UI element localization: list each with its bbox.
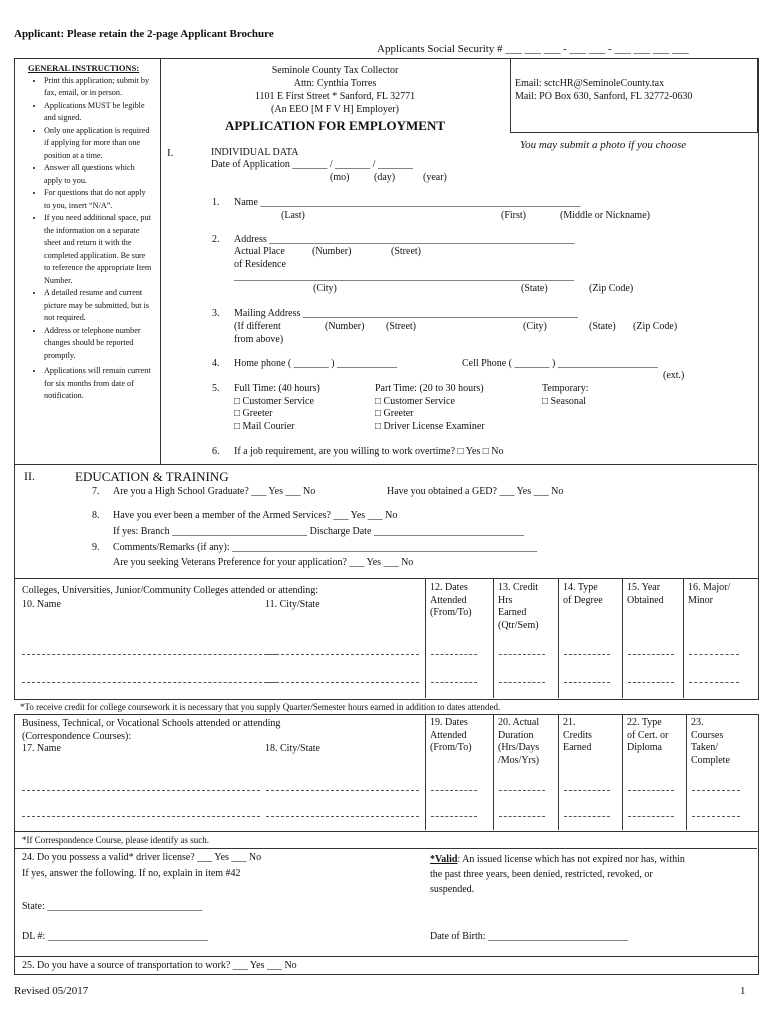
college-row-1-dates[interactable] <box>431 654 477 655</box>
full-time-greeter-checkbox[interactable]: □ Greeter <box>234 408 273 419</box>
mailing-address-field[interactable]: Mailing Address _______________________________________________________ <box>234 308 578 319</box>
business-row-1-dates[interactable] <box>431 790 477 791</box>
address-residence-label: of Residence <box>234 259 286 270</box>
q3-number: 3. <box>212 308 220 319</box>
business-row-2-courses[interactable] <box>692 816 740 817</box>
q5-number: 5. <box>212 383 220 394</box>
header-line: of Degree <box>563 594 603 606</box>
q1-number: 1. <box>212 197 220 208</box>
instruction-item: • Only one application is required if applying for more than one position at a time. <box>44 125 153 163</box>
date-year-label: (year) <box>423 172 447 183</box>
college-row-2-city[interactable] <box>266 682 419 683</box>
retain-note: Applicant: Please retain the 2-page Applicant Brochure <box>14 28 274 40</box>
mailing-if-label: (If different <box>234 321 281 332</box>
mailing-zip-label: (Zip Code) <box>633 321 678 332</box>
overtime-question[interactable]: If a job requirement, are you willing to work overtime? □ Yes □ No <box>234 446 504 457</box>
header-line: (From/To) <box>430 607 472 618</box>
part-time-options <box>375 383 485 433</box>
valid-license-definition <box>430 852 685 897</box>
agency-block <box>160 64 510 132</box>
photo-note: You may submit a photo if you choose <box>520 139 687 151</box>
header-line: Minor <box>688 594 713 606</box>
business-credits-header <box>563 717 592 755</box>
instructions-title: GENERAL INSTRUCTIONS: <box>28 63 140 73</box>
part-time-driver-license-examiner-checkbox[interactable]: □ Driver License Examiner <box>375 420 485 432</box>
header-line: Hrs <box>498 594 513 606</box>
header-line: /Mos/Yrs) <box>498 754 540 766</box>
agency-line: 1101 E First Street * Sanford, FL 32771 <box>254 91 416 102</box>
college-row-2-name[interactable] <box>22 682 277 683</box>
instructions-list <box>28 75 153 403</box>
business-row-2-cert[interactable] <box>628 816 674 817</box>
contact-email: Email: sctcHR@SeminoleCounty.tax <box>515 78 665 89</box>
business-row-1-courses[interactable] <box>692 790 740 791</box>
college-row-1-credit[interactable] <box>499 654 545 655</box>
high-school-question[interactable]: Are you a High School Graduate? ___ Yes ___ No <box>113 486 316 497</box>
college-name-header: 10. Name <box>22 599 61 610</box>
section-one-numeral: I. <box>167 147 174 159</box>
college-row-2-credit[interactable] <box>499 682 545 683</box>
valid-definition-line: : An issued license which has not expired nor has, within <box>457 854 685 865</box>
revision-date: Revised 05/2017 <box>14 985 89 997</box>
mailing-city-label: (City) <box>523 321 547 332</box>
ged-question[interactable]: Have you obtained a GED? ___ Yes ___ No <box>387 486 564 497</box>
header-line: 19. Dates <box>430 717 468 728</box>
full-time-customer-service-checkbox[interactable]: □ Customer Service <box>234 395 314 407</box>
address-line-2[interactable]: ____________________________________________________________________ <box>234 271 574 282</box>
business-row-1-name[interactable] <box>22 790 260 791</box>
section-two-numeral: II. <box>24 469 35 483</box>
header-line: Earned <box>498 607 527 618</box>
q9-number: 9. <box>92 542 100 553</box>
comments-field[interactable]: Comments/Remarks (if any): _____________________________________________________________ <box>113 542 538 553</box>
date-of-birth-field[interactable]: Date of Birth: ____________________________ <box>430 931 629 942</box>
cell-phone-field[interactable]: Cell Phone ( _______ ) ____________________ <box>462 358 658 369</box>
business-row-1-credits[interactable] <box>564 790 610 791</box>
ext-label: (ext.) <box>663 370 685 381</box>
contact-mail: Mail: PO Box 630, Sanford, FL 32772-0630 <box>515 91 693 102</box>
header-line: 12. Dates <box>430 582 468 593</box>
part-time-greeter-checkbox[interactable]: □ Greeter <box>375 408 414 419</box>
valid-definition-line: the past three years, been denied, restricted, revoked, or <box>430 869 653 880</box>
armed-services-question[interactable]: Have you ever been a member of the Armed Services? ___ Yes ___ No <box>113 510 398 521</box>
college-row-2-degree[interactable] <box>564 682 610 683</box>
mailing-number-label: (Number) <box>325 321 365 332</box>
name-last-label: (Last) <box>281 210 305 221</box>
header-line: Obtained <box>627 594 664 606</box>
header-line: (Qtr/Sem) <box>498 619 539 631</box>
valid-term: *Valid <box>430 854 458 865</box>
page-title: APPLICATION FOR EMPLOYMENT <box>224 118 446 133</box>
temporary-label: Temporary: <box>542 383 589 394</box>
header-line: Courses <box>691 729 724 741</box>
q7-number: 7. <box>92 486 100 497</box>
q4-number: 4. <box>212 358 220 369</box>
contact-block <box>515 77 692 103</box>
college-credit-note: *To receive credit for college coursework it is necessary that you supply Quarter/Semester hours earned in addition to dates attended. <box>20 702 501 712</box>
business-row-2-credits[interactable] <box>564 816 610 817</box>
business-courses-header <box>691 717 730 767</box>
license-if-yes-note: If yes, answer the following. If no, explain in item #42 <box>22 868 241 879</box>
temporary-options <box>542 383 589 408</box>
temporary-seasonal-checkbox[interactable]: □ Seasonal <box>542 395 587 407</box>
business-intro-line: Business, Technical, or Vocational Schools attended or attending <box>22 718 281 729</box>
address-street-label: (Street) <box>391 246 421 257</box>
college-year-header <box>627 582 664 607</box>
name-field[interactable]: Name ________________________________________________________________ <box>234 197 581 208</box>
college-row-2-major[interactable] <box>689 682 739 683</box>
correspondence-note: *If Correspondence Course, please identify as such. <box>22 835 209 845</box>
q8-number: 8. <box>92 510 100 521</box>
business-row-2-city[interactable] <box>266 816 419 817</box>
mailing-from-label: from above) <box>234 334 284 345</box>
part-time-customer-service-checkbox[interactable]: □ Customer Service <box>375 395 455 407</box>
address-city-label: (City) <box>313 283 337 294</box>
business-city-header: 18. City/State <box>265 743 320 754</box>
business-row-1-city[interactable] <box>266 790 419 791</box>
header-line: 20. Actual <box>498 717 540 728</box>
instruction-item: • Applications MUST be legible and signed. <box>44 100 153 125</box>
business-name-header: 17. Name <box>22 743 61 754</box>
transportation-question[interactable]: 25. Do you have a source of transportation to work? ___ Yes ___ No <box>22 960 297 971</box>
header-line: Diploma <box>627 742 662 753</box>
date-mo-label: (mo) <box>330 172 350 183</box>
home-phone-field[interactable]: Home phone ( _______ ) ____________ <box>234 358 398 369</box>
address-number-label: (Number) <box>312 246 352 257</box>
instruction-item: • Address or telephone number changes should be reported promptly. <box>44 325 153 363</box>
header-line: Earned <box>563 742 592 753</box>
instruction-item: • Applications will remain current for six months from date of notification. <box>44 365 153 403</box>
instruction-item: • Print this application; submit by fax, email, or in person. <box>44 75 153 100</box>
college-intro: Colleges, Universities, Junior/Community Colleges attended or attending: <box>22 585 319 596</box>
college-row-2-year[interactable] <box>628 682 674 683</box>
header-line: 16. Major/ <box>688 582 731 593</box>
college-dates-header <box>430 582 472 620</box>
business-intro-line: (Correspondence Courses): <box>22 731 132 742</box>
instruction-item: • A detailed resume and current picture may be submitted, but is not required. <box>44 287 153 325</box>
business-row-2-dates[interactable] <box>431 816 477 817</box>
header-line: Complete <box>691 754 730 766</box>
q6-number: 6. <box>212 446 220 457</box>
instruction-item: • For questions that do not apply to you, insert “N/A”. <box>44 187 153 212</box>
contact-divider <box>510 58 511 132</box>
section-one-title: INDIVIDUAL DATA <box>211 147 299 158</box>
address-zip-label: (Zip Code) <box>589 283 634 294</box>
college-row-2-dates[interactable] <box>431 682 477 683</box>
address-state-label: (State) <box>521 283 548 294</box>
header-line: 23. <box>691 717 704 728</box>
general-instructions <box>28 62 153 403</box>
instruction-item: • If you need additional space, put the information on a separate sheet and return it with the completed application. Be sure to reference the appropriate Item Number. <box>44 212 153 287</box>
header-line: Attended <box>430 594 467 606</box>
header-line: 15. Year <box>627 582 661 593</box>
header-line: Attended <box>430 729 467 741</box>
header-line: 14. Type <box>563 582 598 593</box>
college-row-1-degree[interactable] <box>564 654 610 655</box>
agency-line: Attn: Cynthia Torres <box>293 78 377 89</box>
header-line: (Hrs/Days <box>498 742 540 753</box>
business-duration-header <box>498 717 539 767</box>
date-day-label: (day) <box>374 172 396 183</box>
college-degree-header <box>563 582 603 607</box>
driver-license-question[interactable]: 24. Do you possess a valid* driver license? ___ Yes ___ No <box>22 852 262 863</box>
business-row-2-duration[interactable] <box>499 816 545 817</box>
full-time-label: Full Time: (40 hours) <box>234 383 320 394</box>
college-major-header <box>688 582 730 607</box>
agency-line: Seminole County Tax Collector <box>271 65 399 76</box>
mailing-street-label: (Street) <box>386 321 416 332</box>
branch-discharge-field[interactable]: If yes: Branch ___________________________ Discharge Date ______________________________ <box>113 526 524 537</box>
header-line: (From/To) <box>430 742 472 753</box>
college-row-1-city[interactable] <box>266 654 419 655</box>
q2-number: 2. <box>212 234 220 245</box>
business-dates-header <box>430 717 472 755</box>
address-field[interactable]: Address _____________________________________________________________ <box>234 234 575 245</box>
license-state-field[interactable]: State: _______________________________ <box>22 901 203 912</box>
page-number: 1 <box>740 985 746 997</box>
college-city-header: 11. City/State <box>265 599 320 610</box>
full-time-options <box>234 383 320 433</box>
valid-definition-line: suspended. <box>430 884 475 895</box>
header-line: 13. Credit <box>498 582 538 593</box>
part-time-label: Part Time: (20 to 30 hours) <box>375 383 484 394</box>
license-number-field[interactable]: DL #: ________________________________ <box>22 931 208 942</box>
header-line: Duration <box>498 729 534 741</box>
contact-bottom-line <box>510 132 758 133</box>
business-row-1-cert[interactable] <box>628 790 674 791</box>
header-line: Credits <box>563 729 592 741</box>
college-row-1-name[interactable] <box>22 654 277 655</box>
business-row-2-name[interactable] <box>22 816 260 817</box>
header-line: 21. <box>563 717 576 728</box>
name-first-label: (First) <box>501 210 526 221</box>
ssn-field[interactable]: Applicants Social Security # ___ ___ ___ - ___ ___ - ___ ___ ___ ___ <box>377 43 689 55</box>
business-intro <box>22 717 280 743</box>
business-row-1-duration[interactable] <box>499 790 545 791</box>
application-date-field[interactable]: Date of Application _______ / _______ / _______ <box>211 159 413 170</box>
college-row-1-major[interactable] <box>689 654 739 655</box>
header-line: Taken/ <box>691 742 719 753</box>
agency-line: (An EEO [M F V H] Employer) <box>271 104 399 115</box>
business-cert-header <box>627 717 668 755</box>
full-time-mail-courier-checkbox[interactable]: □ Mail Courier <box>234 420 295 432</box>
address-actual-label: Actual Place <box>234 246 285 257</box>
instruction-item: • Answer all questions which apply to you. <box>44 162 153 187</box>
mailing-state-label: (State) <box>589 321 616 332</box>
header-line: of Cert. or <box>627 729 669 741</box>
header-line: 22. Type <box>627 717 662 728</box>
veterans-preference-question[interactable]: Are you seeking Veterans Preference for your application? ___ Yes ___ No <box>113 557 414 568</box>
college-row-1-year[interactable] <box>628 654 674 655</box>
college-credit-header <box>498 582 539 632</box>
section-two-title: EDUCATION & TRAINING <box>75 469 229 484</box>
name-middle-label: (Middle or Nickname) <box>560 210 650 221</box>
